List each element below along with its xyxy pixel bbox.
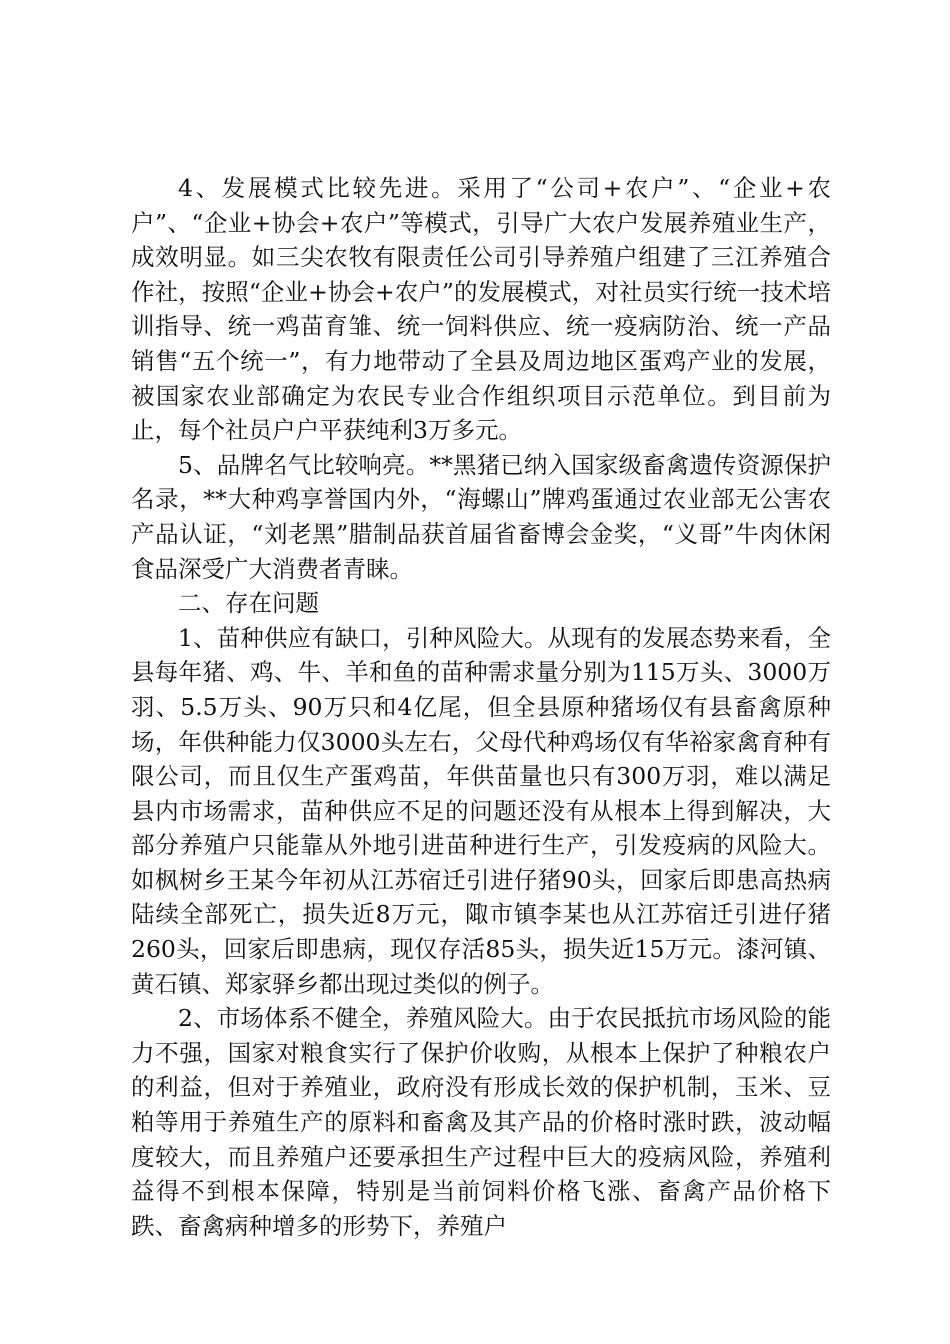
document-body <box>131 171 831 1243</box>
section-heading-existing-problems: 二、存在问题 <box>178 589 319 618</box>
paragraph-market-system: 2、市场体系不健全，养殖风险大。由于农民抵抗市场风险的能力不强，国家对粮食实行了保护价收购，从根本上保护了种粮农户的利益，但对于养殖业，政府没有形成长效的保护机制，玉米、豆粕等用于养殖生产的原料和畜禽及其产品的价格时涨时跌，波动幅度较大，而且养殖户还要承担生产过程中巨大的疫病风险，养殖利益得不到根本保障，特别是当前饲料价格飞涨、畜禽产品价格下跌、畜禽病种增多的形势下，养殖户 <box>131 1004 831 1240</box>
paragraph-seedling-supply: 1、苗种供应有缺口，引种风险大。从现有的发展态势来看，全县每年猪、鸡、牛、羊和鱼的苗种需求量分别为115万头、3000万羽、5.5万头、90万只和4亿尾，但全县原种猪场仅有县畜禽原种场，年供种能力仅3000头左右，父母代种鸡场仅有华裕家禽育种有限公司，而且仅生产蛋鸡苗，年供苗量也只有300万羽，难以满足县内市场需求，苗种供应不足的问题还没有从根本上得到解决，大部分养殖户只能靠从外地引进苗种进行生产，引发疫病的风险大。如枫树乡王某今年初从江苏宿迁引进仔猪90头，回家后即患高热病陆续全部死亡，损失近8万元，陬市镇李某也从江苏宿迁引进仔猪260头，回家后即患病，现仅存活85头，损失近15万元。漆河镇、黄石镇、郑家驿乡都出现过类似的例子。 <box>131 623 831 998</box>
paragraph-development-model: 4、发展模式比较先进。采用了“公司+农户”、“企业+农户”、“企业+协会+农户”等模式，引导广大农户发展养殖业生产，成效明显。如三尖农牧有限责任公司引导养殖户组建了三江养殖合作社，按照“企业+协会+农户”的发展模式，对社员实行统一技术培训指导、统一鸡苗育雏、统一饲料供应、统一疫病防治、统一产品销售“五个统一”，有力地带动了全县及周边地区蛋鸡产业的发展，被国家农业部确定为农民专业合作组织项目示范单位。到目前为止，每个社员户户平获纯利3万多元。 <box>131 174 831 445</box>
paragraph-brand-reputation: 5、品牌名气比较响亮。**黑猪已纳入国家级畜禽遗传资源保护名录，**大种鸡享誉国内外，“海螺山”牌鸡蛋通过农业部无公害农产品认证，“刘老黑”腊制品获首届省畜博会金奖，“义哥”牛肉休闲食品深受广大消费者青睐。 <box>131 450 831 583</box>
